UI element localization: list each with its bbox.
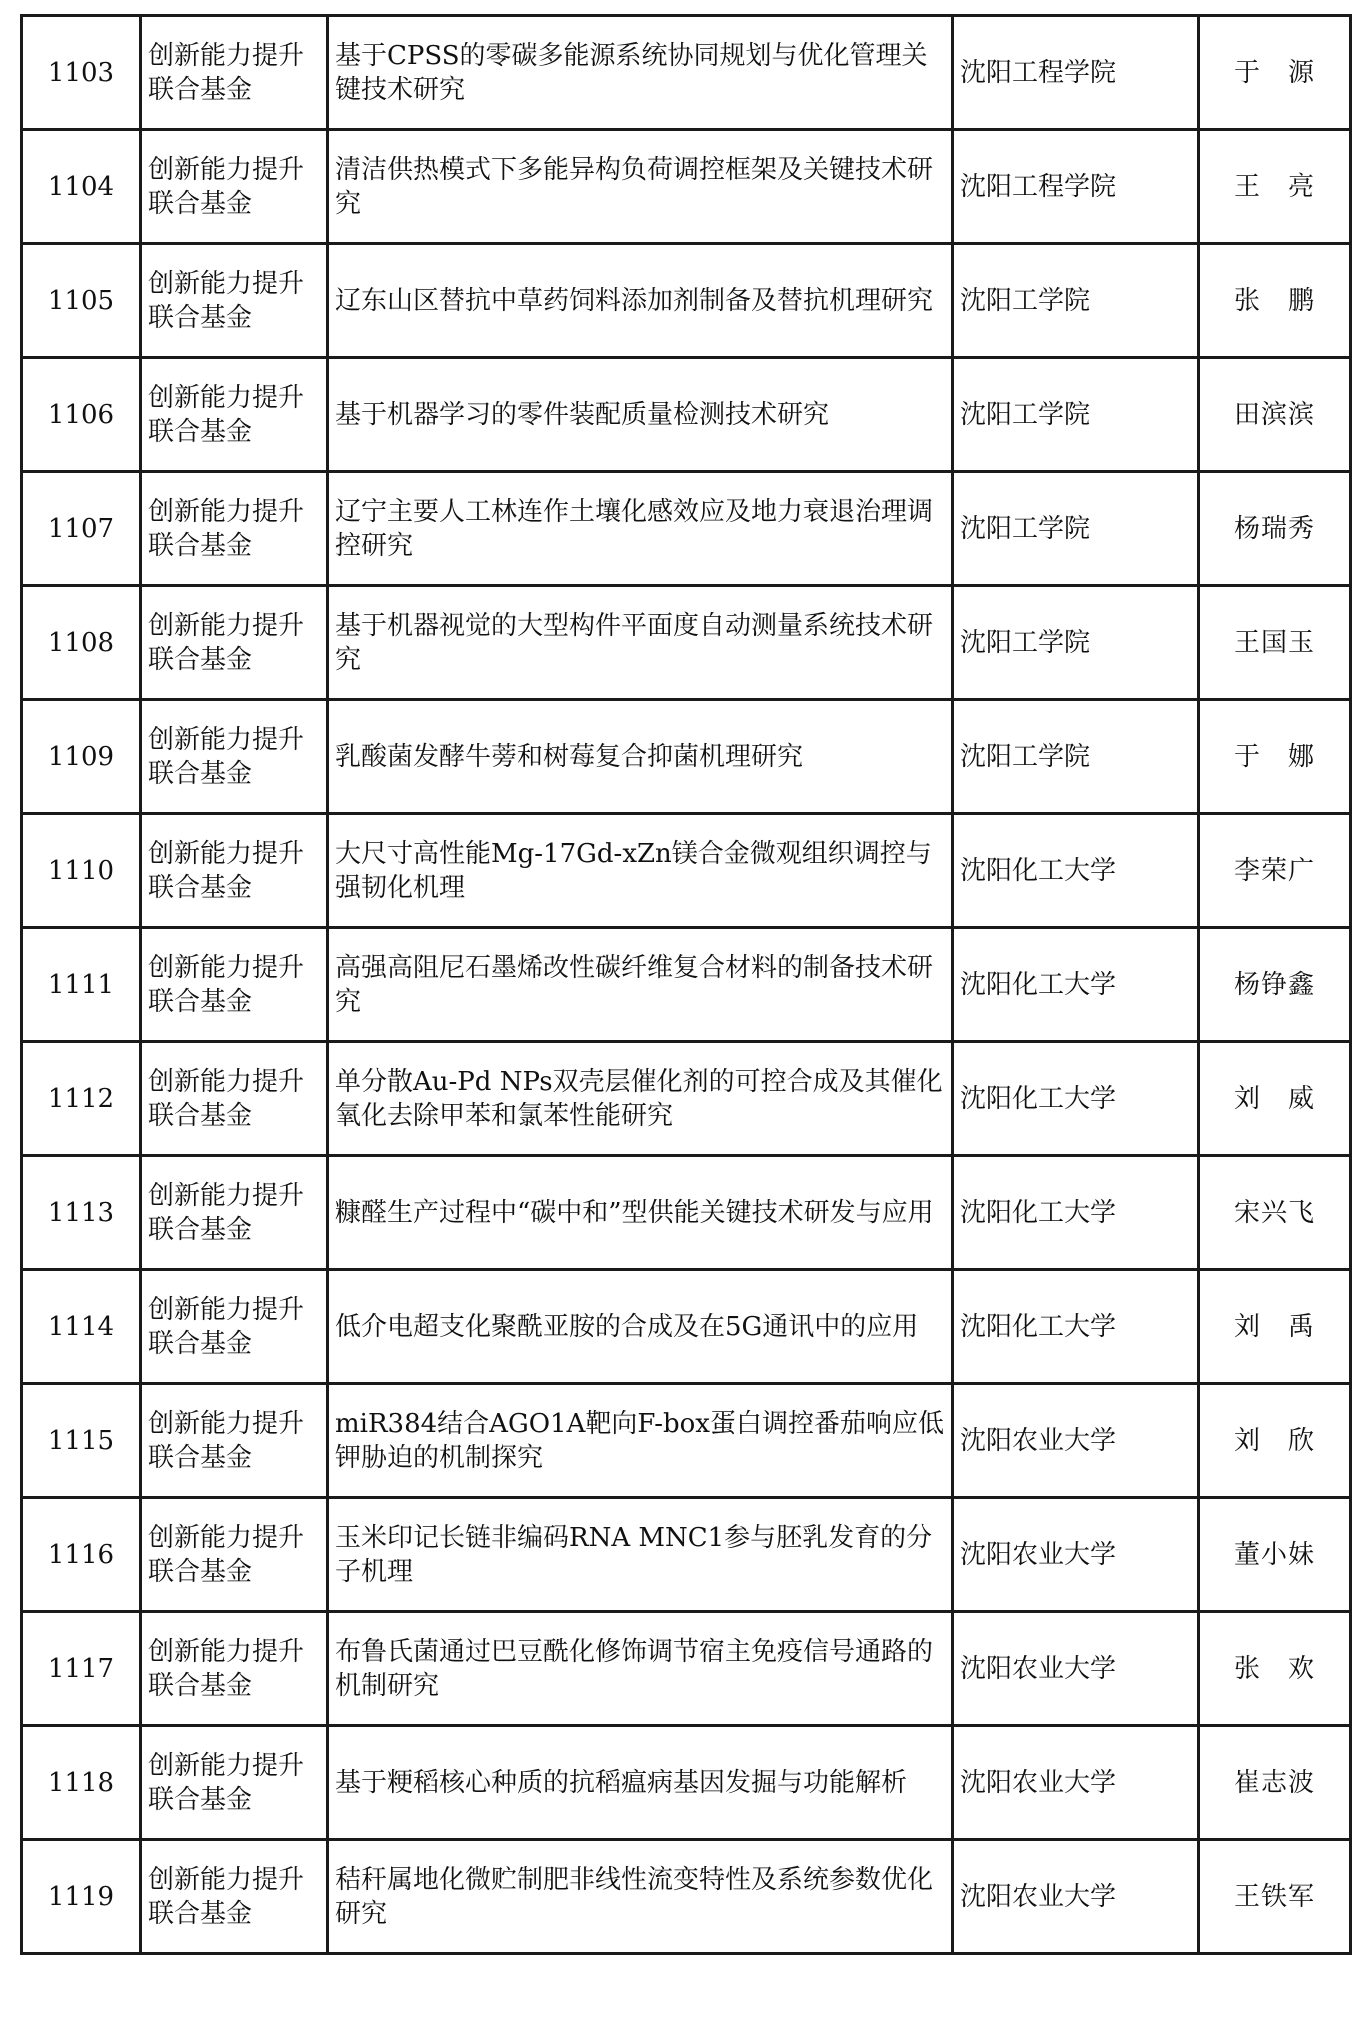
fund-type: [141, 1042, 328, 1156]
fund-type-line1: 创新能力提升: [148, 496, 305, 527]
fund-type-line1: 创新能力提升: [148, 952, 305, 983]
institution: 沈阳工学院: [953, 244, 1199, 358]
project-title: 低介电超支化聚酰亚胺的合成及在5G通讯中的应用: [328, 1270, 953, 1384]
table-row: [22, 1726, 1351, 1840]
fund-type: [141, 1270, 328, 1384]
project-number: 1116: [22, 1498, 141, 1612]
fund-type-line1: 创新能力提升: [148, 1864, 305, 1895]
principal-investigator: 王 亮: [1199, 130, 1351, 244]
fund-type-line2: 联合基金: [148, 644, 253, 675]
fund-type-line1: 创新能力提升: [148, 1750, 305, 1781]
project-number: 1119: [22, 1840, 141, 1954]
fund-type-line2: 联合基金: [148, 416, 253, 447]
fund-type-line2: 联合基金: [148, 1784, 253, 1815]
institution: 沈阳农业大学: [953, 1498, 1199, 1612]
fund-type-line1: 创新能力提升: [148, 1522, 305, 1553]
project-title: 清洁供热模式下多能异构负荷调控框架及关键技术研究: [328, 130, 953, 244]
project-title: 糠醛生产过程中“碳中和”型供能关键技术研发与应用: [328, 1156, 953, 1270]
fund-type: [141, 1384, 328, 1498]
principal-investigator: 刘 欣: [1199, 1384, 1351, 1498]
project-title: miR384结合AGO1A靶向F-box蛋白调控番茄响应低钾胁迫的机制探究: [328, 1384, 953, 1498]
institution: 沈阳化工大学: [953, 1042, 1199, 1156]
project-title: 秸秆属地化微贮制肥非线性流变特性及系统参数优化研究: [328, 1840, 953, 1954]
fund-type: [141, 1840, 328, 1954]
table-row: [22, 130, 1351, 244]
project-number: 1109: [22, 700, 141, 814]
principal-investigator: 王国玉: [1199, 586, 1351, 700]
institution: 沈阳化工大学: [953, 928, 1199, 1042]
fund-type-line1: 创新能力提升: [148, 382, 305, 413]
table-row: [22, 1840, 1351, 1954]
fund-type: [141, 814, 328, 928]
fund-type-line1: 创新能力提升: [148, 268, 305, 299]
table-row: [22, 358, 1351, 472]
principal-investigator: 宋兴飞: [1199, 1156, 1351, 1270]
institution: 沈阳工学院: [953, 700, 1199, 814]
table-row: [22, 1270, 1351, 1384]
project-title: 基于粳稻核心种质的抗稻瘟病基因发掘与功能解析: [328, 1726, 953, 1840]
project-title: 单分散Au-Pd NPs双壳层催化剂的可控合成及其催化氧化去除甲苯和氯苯性能研究: [328, 1042, 953, 1156]
fund-type-line2: 联合基金: [148, 530, 253, 561]
project-title: 基于CPSS的零碳多能源系统协同规划与优化管理关键技术研究: [328, 16, 953, 130]
project-number: 1103: [22, 16, 141, 130]
project-title: 玉米印记长链非编码RNA MNC1参与胚乳发育的分子机理: [328, 1498, 953, 1612]
table-row: [22, 1498, 1351, 1612]
fund-type-line1: 创新能力提升: [148, 838, 305, 869]
fund-type-line2: 联合基金: [148, 1100, 253, 1131]
fund-type: [141, 130, 328, 244]
principal-investigator: 刘 禹: [1199, 1270, 1351, 1384]
table-row: [22, 586, 1351, 700]
institution: 沈阳工程学院: [953, 130, 1199, 244]
table-row: [22, 1384, 1351, 1498]
institution: 沈阳化工大学: [953, 1270, 1199, 1384]
fund-type: [141, 358, 328, 472]
fund-type-line1: 创新能力提升: [148, 724, 305, 755]
fund-type-line2: 联合基金: [148, 1214, 253, 1245]
fund-type-line2: 联合基金: [148, 1328, 253, 1359]
project-number: 1111: [22, 928, 141, 1042]
fund-type: [141, 472, 328, 586]
table-row: [22, 244, 1351, 358]
fund-type: [141, 1612, 328, 1726]
institution: 沈阳工学院: [953, 472, 1199, 586]
fund-type-line1: 创新能力提升: [148, 610, 305, 641]
fund-type-line2: 联合基金: [148, 1442, 253, 1473]
project-number: 1105: [22, 244, 141, 358]
project-number: 1117: [22, 1612, 141, 1726]
fund-type-line1: 创新能力提升: [148, 1180, 305, 1211]
fund-type: [141, 1156, 328, 1270]
institution: 沈阳农业大学: [953, 1726, 1199, 1840]
principal-investigator: 张 欢: [1199, 1612, 1351, 1726]
principal-investigator: 于 娜: [1199, 700, 1351, 814]
project-number: 1113: [22, 1156, 141, 1270]
fund-type-line2: 联合基金: [148, 188, 253, 219]
table-row: [22, 16, 1351, 130]
institution: 沈阳化工大学: [953, 814, 1199, 928]
fund-type-line2: 联合基金: [148, 1670, 253, 1701]
institution: 沈阳农业大学: [953, 1612, 1199, 1726]
table-row: [22, 472, 1351, 586]
fund-type-line1: 创新能力提升: [148, 40, 305, 71]
project-number: 1108: [22, 586, 141, 700]
table-row: [22, 1156, 1351, 1270]
principal-investigator: 张 鹏: [1199, 244, 1351, 358]
fund-type: [141, 1498, 328, 1612]
project-number: 1104: [22, 130, 141, 244]
table-row: [22, 700, 1351, 814]
principal-investigator: 崔志波: [1199, 1726, 1351, 1840]
fund-type-line2: 联合基金: [148, 758, 253, 789]
project-title: 大尺寸高性能Mg-17Gd-xZn镁合金微观组织调控与强韧化机理: [328, 814, 953, 928]
fund-type-line2: 联合基金: [148, 1898, 253, 1929]
principal-investigator: 董小妹: [1199, 1498, 1351, 1612]
principal-investigator: 杨瑞秀: [1199, 472, 1351, 586]
project-title: 辽东山区替抗中草药饲料添加剂制备及替抗机理研究: [328, 244, 953, 358]
principal-investigator: 杨铮鑫: [1199, 928, 1351, 1042]
fund-type: [141, 1726, 328, 1840]
fund-type-line2: 联合基金: [148, 74, 253, 105]
fund-type-line2: 联合基金: [148, 872, 253, 903]
fund-type-line1: 创新能力提升: [148, 1294, 305, 1325]
institution: 沈阳化工大学: [953, 1156, 1199, 1270]
project-number: 1110: [22, 814, 141, 928]
project-title: 布鲁氏菌通过巴豆酰化修饰调节宿主免疫信号通路的机制研究: [328, 1612, 953, 1726]
project-number: 1115: [22, 1384, 141, 1498]
principal-investigator: 于 源: [1199, 16, 1351, 130]
fund-type-line2: 联合基金: [148, 986, 253, 1017]
project-title: 乳酸菌发酵牛蒡和树莓复合抑菌机理研究: [328, 700, 953, 814]
project-number: 1112: [22, 1042, 141, 1156]
fund-type: [141, 700, 328, 814]
fund-type-line1: 创新能力提升: [148, 1408, 305, 1439]
principal-investigator: 王铁军: [1199, 1840, 1351, 1954]
project-title: 基于机器视觉的大型构件平面度自动测量系统技术研究: [328, 586, 953, 700]
table-row: [22, 1042, 1351, 1156]
institution: 沈阳工学院: [953, 358, 1199, 472]
fund-type: [141, 928, 328, 1042]
fund-type-line2: 联合基金: [148, 1556, 253, 1587]
fund-type-line2: 联合基金: [148, 302, 253, 333]
institution: 沈阳工学院: [953, 586, 1199, 700]
project-number: 1106: [22, 358, 141, 472]
project-number: 1114: [22, 1270, 141, 1384]
project-number: 1118: [22, 1726, 141, 1840]
project-title: 高强高阻尼石墨烯改性碳纤维复合材料的制备技术研究: [328, 928, 953, 1042]
principal-investigator: 李荣广: [1199, 814, 1351, 928]
table-body: [22, 16, 1351, 1954]
fund-type: [141, 16, 328, 130]
principal-investigator: 刘 威: [1199, 1042, 1351, 1156]
project-title: 基于机器学习的零件装配质量检测技术研究: [328, 358, 953, 472]
fund-type-line1: 创新能力提升: [148, 1066, 305, 1097]
table-row: [22, 928, 1351, 1042]
fund-type: [141, 244, 328, 358]
table-row: [22, 1612, 1351, 1726]
project-list-table: [20, 14, 1352, 1955]
project-title: 辽宁主要人工林连作土壤化感效应及地力衰退治理调控研究: [328, 472, 953, 586]
fund-type-line1: 创新能力提升: [148, 154, 305, 185]
fund-type: [141, 586, 328, 700]
institution: 沈阳工程学院: [953, 16, 1199, 130]
institution: 沈阳农业大学: [953, 1384, 1199, 1498]
institution: 沈阳农业大学: [953, 1840, 1199, 1954]
principal-investigator: 田滨滨: [1199, 358, 1351, 472]
table-row: [22, 814, 1351, 928]
project-number: 1107: [22, 472, 141, 586]
fund-type-line1: 创新能力提升: [148, 1636, 305, 1667]
